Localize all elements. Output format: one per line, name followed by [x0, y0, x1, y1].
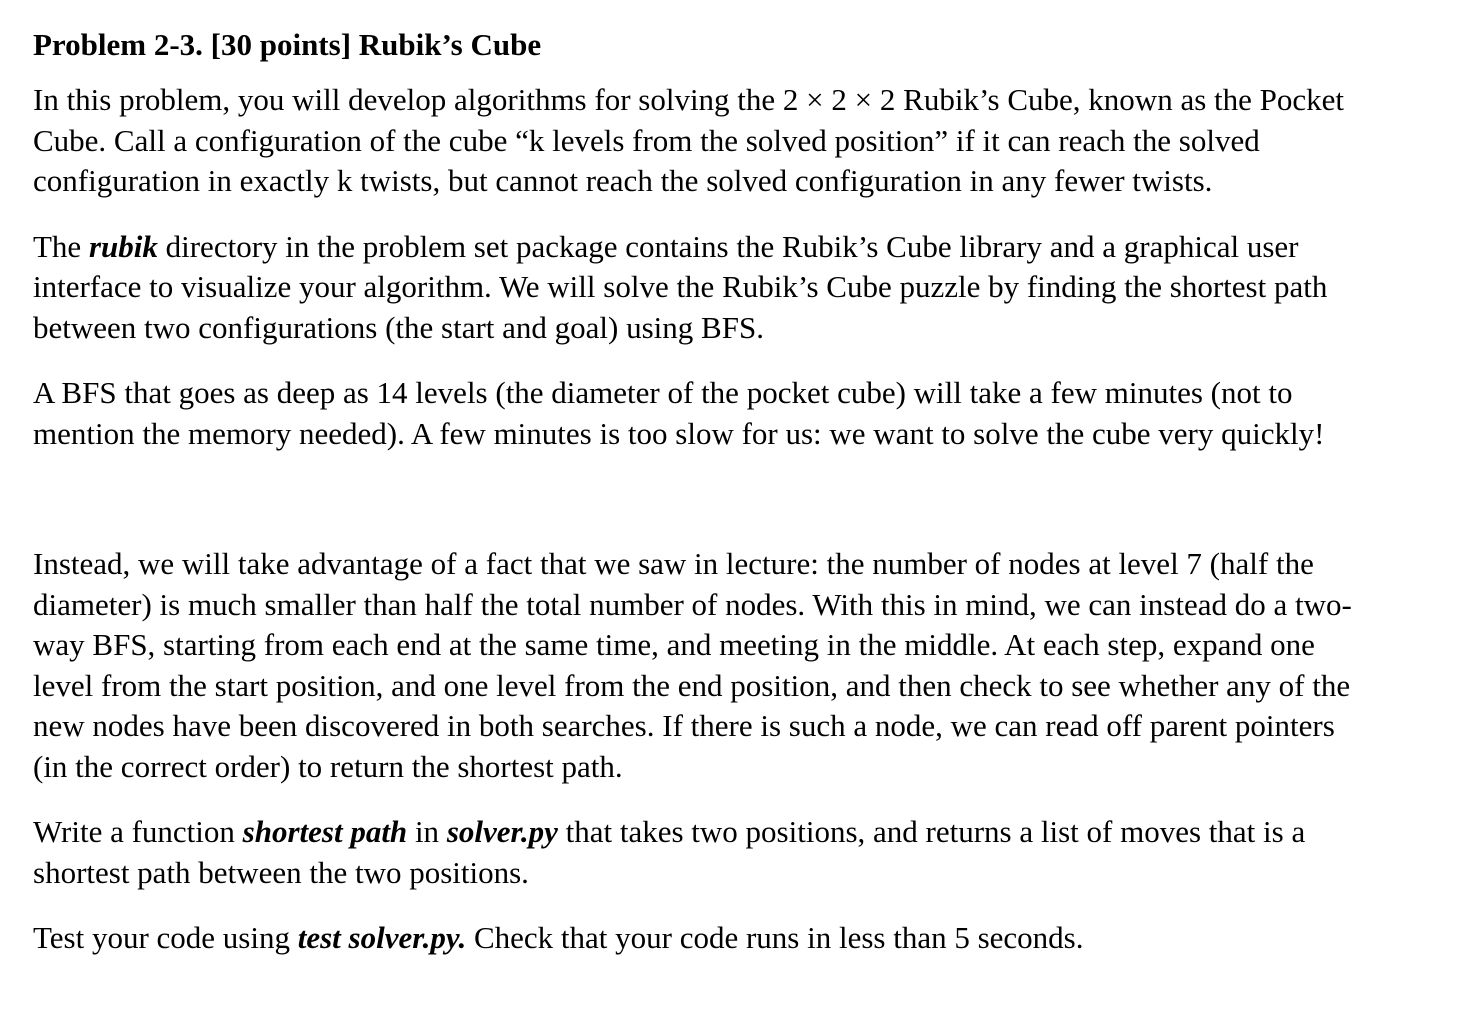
text-line: (in the correct order) to return the shortest path. [33, 748, 623, 784]
text-line: shortest path between the two positions. [33, 854, 529, 890]
paragraph-bfs-depth [33, 373, 1453, 454]
text-line: Instead, we will take advantage of a fact that we saw in lecture: the number of nodes at level 7 (half the [33, 546, 1314, 581]
text-line: interface to visualize your algorithm. We will solve the Rubik’s Cube puzzle by finding the shortest path [33, 269, 1328, 304]
emphasis-solver-py: solver.py [446, 814, 558, 849]
text-segment: in [407, 814, 447, 849]
text-line [33, 812, 1453, 853]
text-line: Cube. Call a configuration of the cube “k levels from the solved position” if it can reach the solved [33, 122, 1260, 158]
text-line: between two configurations (the start and goal) using BFS. [33, 309, 764, 345]
text-segment: Write a function [33, 814, 243, 849]
text-segment: Check that your code runs in less than 5 seconds. [466, 920, 1084, 955]
text-segment: Test your code using [33, 920, 298, 955]
text-line: A BFS that goes as deep as 14 levels (the diameter of the pocket cube) will take a few minutes (not to [33, 375, 1293, 410]
paragraph-two-way-bfs [33, 544, 1453, 787]
text-line: diameter) is much smaller than half the total number of nodes. With this in mind, we can instead do a two- [33, 586, 1352, 622]
paragraph-test-code [33, 918, 1453, 959]
text-line: mention the memory needed). A few minutes is too slow for us: we want to solve the cube very quickly! [33, 415, 1325, 451]
text-line: level from the start position, and one level from the end position, and then check to see whether any of the [33, 667, 1351, 703]
text-segment: that takes two positions, and returns a list of moves that is a [557, 814, 1306, 849]
text-line: configuration in exactly k twists, but cannot reach the solved configuration in any fewer twists. [33, 163, 1213, 198]
problem-heading: Problem 2-3. [30 points] Rubik’s Cube [33, 27, 542, 62]
text-line: way BFS, starting from each end at the same time, and meeting in the middle. At each step, expand one [33, 627, 1315, 662]
text-line [33, 918, 1453, 959]
problem-document [33, 22, 1453, 959]
emphasis-test-solver-py: test solver.py. [297, 920, 467, 955]
text-line: new nodes have been discovered in both searches. If there is such a node, we can read off parent pointers [33, 708, 1335, 743]
text-segment: The [33, 228, 89, 264]
text-line: In this problem, you will develop algorithms for solving the 2 × 2 × 2 Rubik’s Cube, known as the Pocket [33, 82, 1345, 117]
paragraph-rubik-directory [33, 227, 1453, 349]
emphasis-rubik: rubik [88, 228, 158, 264]
text-segment: directory in the problem set package contains the Rubik’s Cube library and a graphical user [157, 228, 1299, 264]
emphasis-shortest-path: shortest path [242, 814, 408, 849]
paragraph-write-function [33, 812, 1453, 893]
paragraph-intro [33, 80, 1453, 202]
text-line [33, 227, 1453, 268]
